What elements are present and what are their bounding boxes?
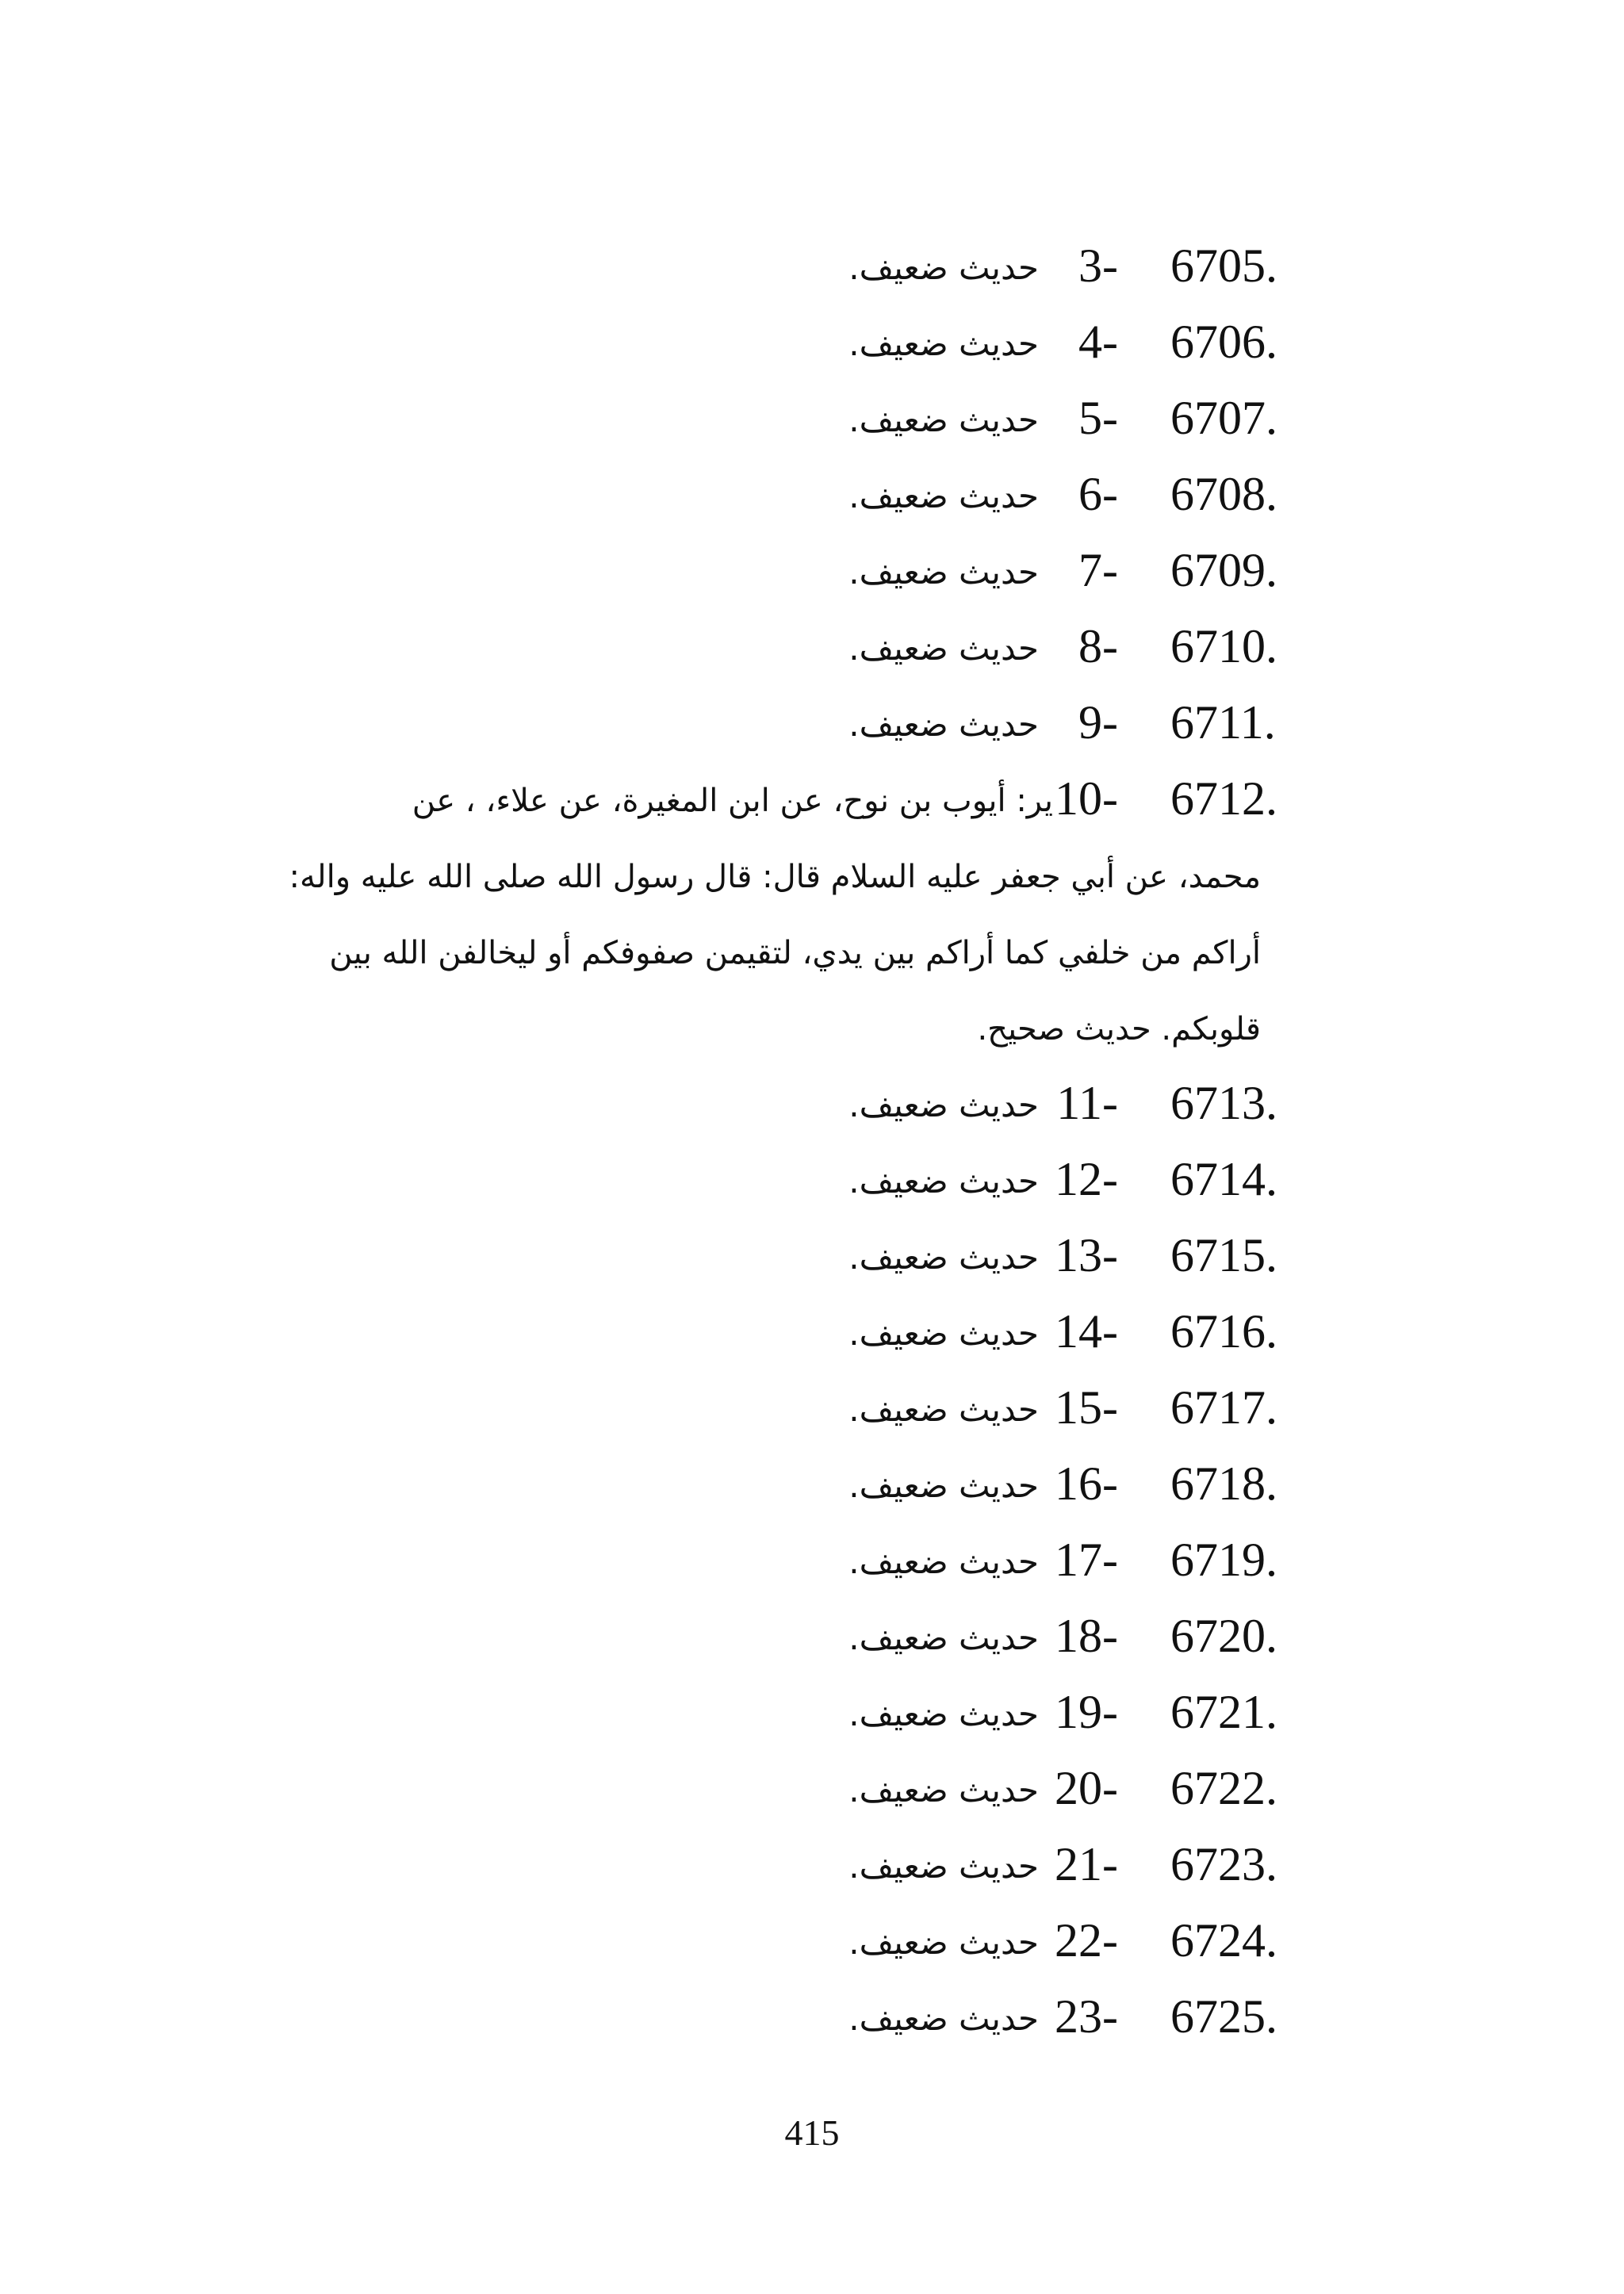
entry-subnumber: 9- — [1078, 696, 1118, 749]
entry-subnumber: 4- — [1078, 316, 1118, 368]
list-item — [285, 1600, 1297, 1676]
long-entry — [285, 763, 1297, 839]
entry-text: حديث ضعيف. — [848, 1923, 1039, 1962]
entry-number: 6712. — [1170, 772, 1277, 825]
entry-number: 6717. — [1170, 1381, 1277, 1434]
entry-text: حديث ضعيف. — [848, 1314, 1039, 1353]
entry-subnumber: 17- — [1055, 1534, 1118, 1586]
entry-text: حديث ضعيف. — [848, 1390, 1039, 1429]
list-item — [285, 687, 1297, 763]
hadith-list — [285, 230, 1297, 2057]
list-item — [285, 382, 1297, 458]
entry-number: 6719. — [1170, 1534, 1277, 1586]
entry-number: 6705. — [1170, 239, 1277, 292]
entry-text: حديث ضعيف. — [848, 248, 1039, 287]
entry-text-line: قلوبكم. حديث صحيح. — [977, 1011, 1261, 1047]
entry-subnumber: 15- — [1055, 1381, 1118, 1434]
list-item — [285, 1143, 1297, 1220]
list-item — [285, 458, 1297, 534]
list-item — [285, 1829, 1297, 1905]
entry-text-line: أراكم من خلفي كما أراكم بين يدي، لتقيمن صفوفكم أو ليخالفن الله بين — [329, 935, 1261, 971]
entry-number: 6716. — [1170, 1305, 1277, 1358]
list-item — [285, 534, 1297, 611]
list-item — [285, 1752, 1297, 1829]
entry-text: حديث ضعيف. — [848, 1238, 1039, 1277]
entry-number: 6725. — [1170, 1990, 1277, 2043]
entry-subnumber: 20- — [1055, 1762, 1118, 1814]
entry-text: حديث ضعيف. — [848, 629, 1039, 668]
entry-subnumber: 14- — [1055, 1305, 1118, 1358]
entry-subnumber: 5- — [1078, 392, 1118, 444]
list-item — [285, 611, 1297, 687]
list-item — [285, 1372, 1297, 1448]
entry-number: 6723. — [1170, 1838, 1277, 1890]
entry-text: حديث ضعيف. — [848, 1466, 1039, 1505]
entry-subnumber: 8- — [1078, 620, 1118, 672]
entry-number: 6720. — [1170, 1610, 1277, 1662]
entry-subnumber: 10- — [1055, 772, 1118, 825]
entry-subnumber: 6- — [1078, 468, 1118, 520]
entry-number: 6710. — [1170, 620, 1277, 672]
entry-subnumber: 19- — [1055, 1686, 1118, 1738]
entry-number: 6709. — [1170, 544, 1277, 596]
entry-text: حديث ضعيف. — [848, 1162, 1039, 1201]
list-item — [285, 1905, 1297, 1981]
entry-subnumber: 18- — [1055, 1610, 1118, 1662]
entry-text: حديث ضعيف. — [848, 1771, 1039, 1810]
entry-subnumber: 11- — [1056, 1077, 1118, 1129]
entry-text: حديث ضعيف. — [848, 1847, 1039, 1886]
list-item — [285, 1981, 1297, 2057]
entry-text-first-line: ير: أيوب بن نوح، عن ابن المغيرة، عن علاء، ، عن — [412, 783, 1053, 819]
entry-text: حديث ضعيف. — [848, 477, 1039, 515]
entry-text: حديث ضعيف. — [848, 1999, 1039, 2038]
list-item — [285, 230, 1297, 306]
entry-text: حديث ضعيف. — [848, 1695, 1039, 1733]
entry-number: 6724. — [1170, 1914, 1277, 1967]
entry-subnumber: 7- — [1078, 544, 1118, 596]
entry-subnumber: 3- — [1078, 239, 1118, 292]
list-item — [285, 1524, 1297, 1600]
entry-number: 6722. — [1170, 1762, 1277, 1814]
long-entry-continuation — [285, 839, 1261, 1067]
entry-subnumber: 13- — [1055, 1229, 1118, 1281]
entry-number: 6708. — [1170, 468, 1277, 520]
list-item — [285, 306, 1297, 382]
entry-text: حديث ضعيف. — [848, 400, 1039, 439]
list-item — [285, 1220, 1297, 1296]
entry-number: 6721. — [1170, 1686, 1277, 1738]
entry-text: حديث ضعيف. — [848, 1086, 1039, 1124]
entry-subnumber: 12- — [1055, 1153, 1118, 1205]
entry-subnumber: 23- — [1055, 1990, 1118, 2043]
list-item — [285, 1067, 1297, 1143]
entry-text: حديث ضعيف. — [848, 1618, 1039, 1657]
list-item — [285, 1296, 1297, 1372]
entry-number: 6707. — [1170, 392, 1277, 444]
entry-number: 6711. — [1170, 696, 1276, 749]
entry-text: حديث ضعيف. — [848, 1542, 1039, 1581]
entry-text-line: محمد، عن أبي جعفر عليه السلام قال: قال رسول الله صلى الله عليه واله: — [289, 859, 1261, 895]
entry-number: 6715. — [1170, 1229, 1277, 1281]
entry-number: 6706. — [1170, 316, 1277, 368]
list-item — [285, 1448, 1297, 1524]
entry-number: 6714. — [1170, 1153, 1277, 1205]
entry-subnumber: 16- — [1055, 1457, 1118, 1510]
entry-subnumber: 22- — [1055, 1914, 1118, 1967]
list-item — [285, 1676, 1297, 1752]
entry-text: حديث ضعيف. — [848, 553, 1039, 592]
page-number: 415 — [784, 2112, 840, 2153]
entry-number: 6718. — [1170, 1457, 1277, 1510]
entry-text: حديث ضعيف. — [848, 705, 1039, 744]
entry-number: 6713. — [1170, 1077, 1277, 1129]
entry-text: حديث ضعيف. — [848, 324, 1039, 363]
entry-subnumber: 21- — [1055, 1838, 1118, 1890]
